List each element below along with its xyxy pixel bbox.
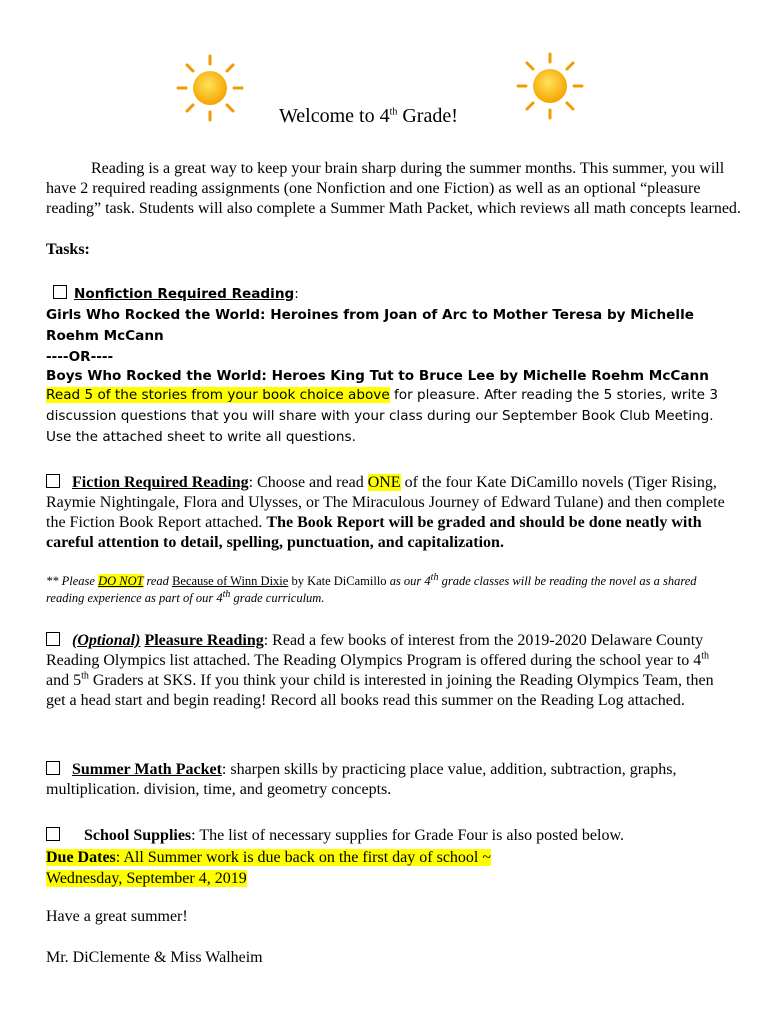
due-dates-label: Due Dates bbox=[46, 849, 116, 866]
note-text: ** Please bbox=[46, 574, 99, 588]
due-dates-line2 bbox=[46, 869, 247, 889]
math-checkbox[interactable] bbox=[46, 761, 60, 775]
pleasure-text: : Read a few books of interest from the 2019-2020 Delaware County Reading Olympics list attached. The Reading Olympics Program is offered during the school year to 4 bbox=[46, 632, 704, 669]
pleasure-paragraph bbox=[46, 631, 726, 711]
highlighted-instruction: Read 5 of the stories from your book choice above bbox=[46, 387, 390, 403]
note-sup: th bbox=[430, 571, 439, 583]
note-text: grade curriculum. bbox=[230, 591, 325, 605]
pleasure-text: Graders at SKS. If you think your child is interested in joining the Reading Olympics Team, then get a head start and begin reading! Record all books read this summer on the Reading Log attached. bbox=[46, 672, 714, 709]
closing-greeting: Have a great summer! bbox=[46, 908, 188, 925]
pleasure-sup: th bbox=[81, 670, 89, 682]
nonfiction-book2: Boys Who Rocked the World: Heroes King Tut to Bruce Lee by Michelle Roehm McCann bbox=[46, 368, 709, 384]
math-heading: Summer Math Packet bbox=[72, 761, 222, 778]
note-text: grade classes will be reading the novel as a shared reading experience as part of our 4 bbox=[46, 574, 697, 605]
tasks-label: Tasks: bbox=[46, 241, 90, 258]
due-dates-text: : All Summer work is due back on the first day of school ~ bbox=[115, 849, 492, 866]
note-donot: DO NOT bbox=[98, 574, 144, 588]
nonfiction-heading: Nonfiction Required Reading bbox=[74, 286, 295, 302]
fiction-heading: Fiction Required Reading bbox=[72, 474, 249, 491]
pleasure-text: and 5 bbox=[46, 672, 82, 689]
signature: Mr. DiClemente & Miss Walheim bbox=[46, 949, 263, 966]
sun-icon bbox=[174, 52, 246, 124]
note-author: by Kate DiCamillo bbox=[288, 574, 390, 588]
nonfiction-instructions bbox=[46, 385, 726, 448]
colon: : bbox=[294, 286, 299, 302]
math-text: : sharpen skills by practicing place value, addition, subtraction, graphs, multiplication. division, time, and geometry concepts. bbox=[46, 761, 677, 798]
fiction-bold-note: The Book Report will be graded and should be done neatly with careful attention to detail, spelling, punctuation, and capitalization. bbox=[46, 514, 702, 551]
fiction-paragraph bbox=[46, 473, 736, 553]
fiction-text: : Choose and read bbox=[248, 474, 368, 491]
note-text: as our 4 bbox=[389, 574, 431, 588]
sun-icon bbox=[514, 50, 586, 122]
fiction-checkbox[interactable] bbox=[46, 474, 60, 488]
note-text: read bbox=[143, 574, 173, 588]
due-dates-line1 bbox=[46, 848, 491, 868]
nonfiction-checkbox[interactable] bbox=[53, 285, 67, 299]
intro-paragraph: Reading is a great way to keep your brain sharp during the summer months. This summer, you will have 2 required reading assignments (one Nonfiction and one Fiction) as well as an optional “pleasure reading” task. Students will also complete a Summer Math Packet, which reviews all math concepts learned. bbox=[46, 160, 741, 217]
nonfiction-book1: Girls Who Rocked the World: Heroines from Joan of Arc to Mother Teresa by Michelle Roehm McCann bbox=[46, 307, 694, 344]
fiction-text-cont: of the four Kate DiCamillo novels (Tiger Rising, Raymie Nightingale, Flora and Ulysses, or The Miraculous Journey of Edward Tulane) and then complete the Fiction Book Report attached. bbox=[46, 474, 725, 531]
note-book-title: Because of Winn Dixie bbox=[172, 574, 289, 588]
instruction-rest: for pleasure. After reading the 5 stories, write 3 discussion questions that you will share with your class during our September Book Club Meeting. Use the attached sheet to write all questions. bbox=[46, 387, 718, 445]
pleasure-sup: th bbox=[701, 650, 710, 662]
nonfiction-or: ----OR---- bbox=[46, 349, 114, 365]
optional-label: (Optional) bbox=[72, 632, 141, 649]
supplies-paragraph bbox=[46, 826, 746, 846]
page-title bbox=[279, 104, 458, 128]
supplies-checkbox[interactable] bbox=[46, 827, 60, 841]
pleasure-checkbox[interactable] bbox=[46, 632, 60, 646]
title-sup: th bbox=[389, 106, 398, 118]
title-text-end: Grade! bbox=[397, 105, 458, 127]
title-text: Welcome to 4 bbox=[279, 105, 390, 127]
supplies-text: : The list of necessary supplies for Grade Four is also posted below. bbox=[191, 827, 624, 844]
math-paragraph bbox=[46, 760, 746, 800]
highlighted-one: ONE bbox=[367, 474, 401, 491]
nonfiction-heading-row bbox=[53, 284, 299, 305]
note-sup: th bbox=[222, 588, 231, 600]
supplies-heading: School Supplies bbox=[84, 827, 192, 844]
winn-dixie-note bbox=[46, 573, 736, 607]
pleasure-heading: Pleasure Reading bbox=[144, 632, 264, 649]
due-date: Wednesday, September 4, 2019 bbox=[46, 870, 247, 887]
